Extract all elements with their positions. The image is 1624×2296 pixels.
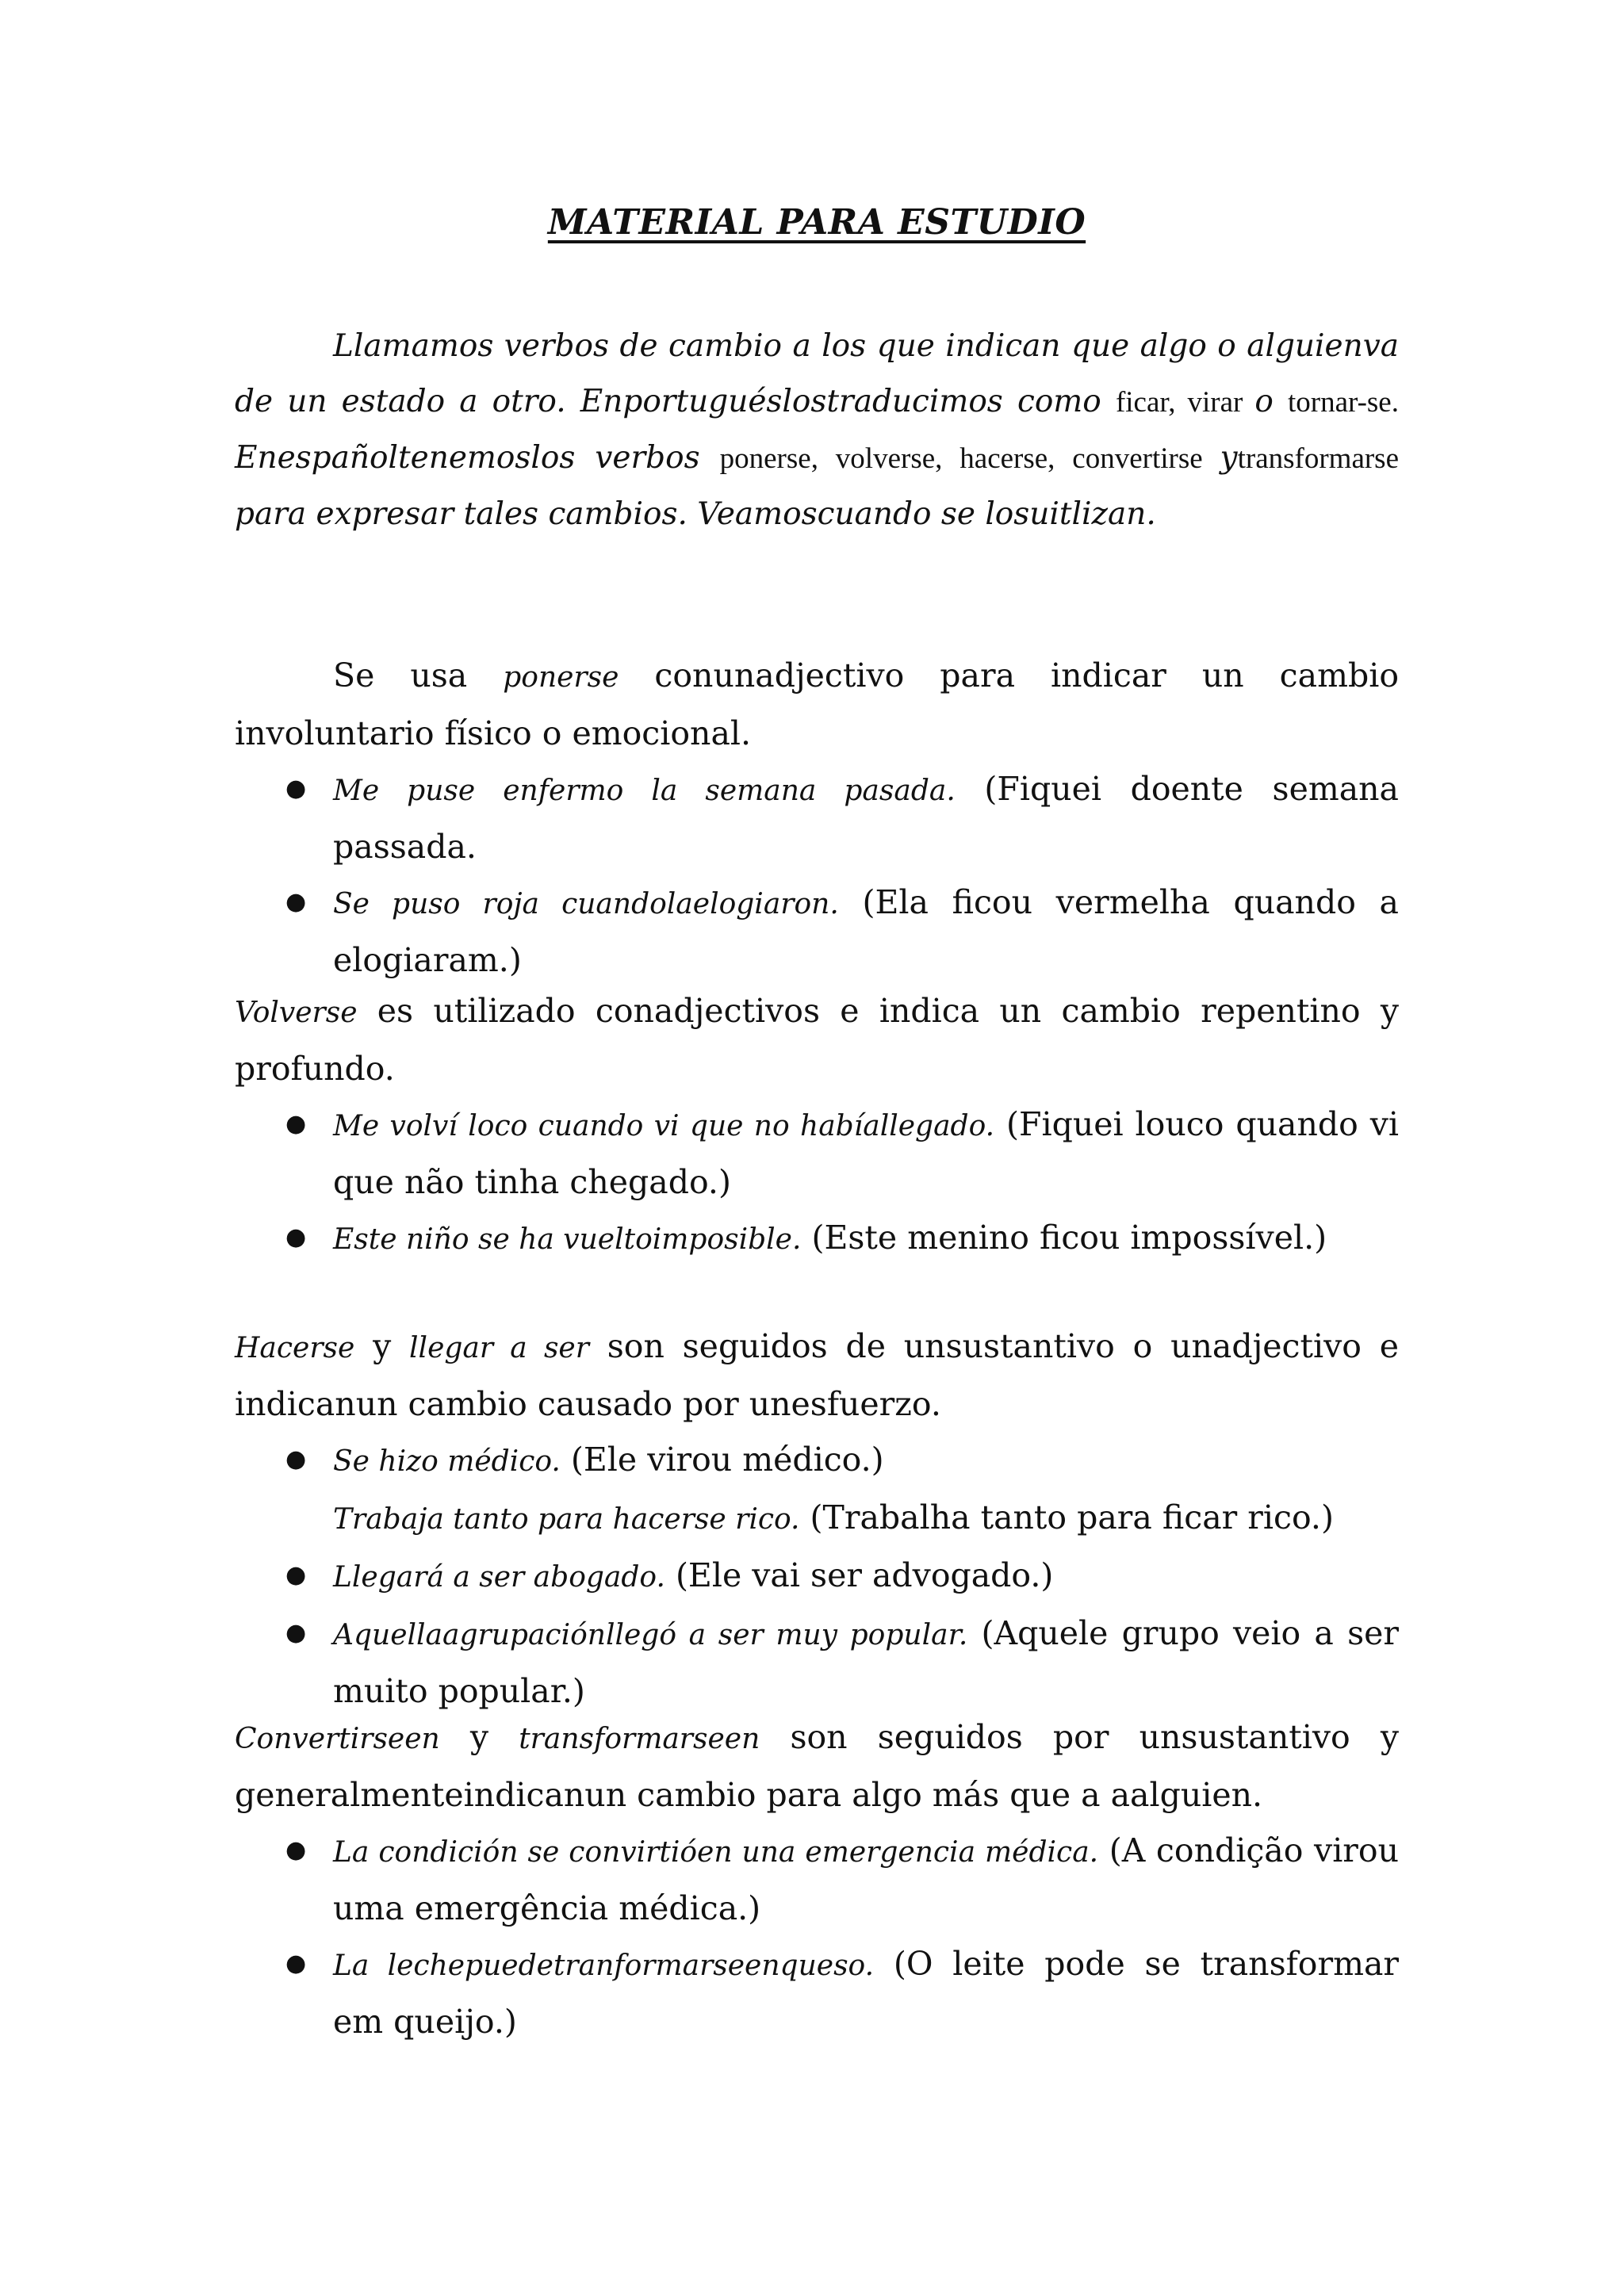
examples-ponerse: [235, 761, 1399, 988]
list-item: ● La lechepuedetranformarseenqueso. (O leite pode se transformar em queijo.): [235, 1936, 1399, 2049]
section-volverse: [235, 983, 1399, 1268]
intro-roman-2: tornar-se.: [1287, 386, 1399, 419]
intro-text-5: para expresar tales cambios. Veamoscuando se losuitlizan.: [235, 496, 1156, 532]
intro-text-4: y: [1220, 440, 1238, 476]
examples-volverse: [235, 1096, 1399, 1268]
list-item: ● Me puse enfermo la semana pasada. (Fiquei doente semana passada.: [235, 761, 1399, 874]
bullet-icon: ●: [285, 1110, 307, 1138]
list-item: ● Me volví loco cuando vi que no habíallegado. (Fiquei louco quando vi que não tinha chegado.): [235, 1096, 1399, 1210]
section-ponerse-text: Se usa ponerse conunadjectivo para indicar un cambio involuntario físico o emocional.: [235, 656, 1400, 752]
bullet-icon: ●: [285, 1445, 307, 1473]
intro-text-1: Llamamos verbos de cambio a los que indican que algo o alguienva de un estado a otro. Enportuguéslostraducimos como: [235, 328, 1399, 419]
list-item: ● Llegará a ser abogado. (Ele vai ser advogado.): [235, 1548, 1399, 1605]
intro-roman-4: transformarse: [1237, 442, 1400, 475]
section-convertirse-text: Convertirseen y transformarseen son seguidos por unsustantivo y generalmenteindicanun cambio para algo más que a aalguien.: [235, 1718, 1399, 1814]
list-item: ● Se puso roja cuandolaelogiaron. (Ela ficou vermelha quando a elogiaram.): [235, 874, 1399, 988]
bullet-icon: ●: [285, 775, 307, 802]
examples-hacerse: [235, 1432, 1399, 1719]
examples-convertirse: [235, 1823, 1399, 2049]
bullet-icon: ●: [285, 1836, 307, 1864]
section-ponerse: [235, 648, 1399, 988]
section-hacerse-text: Hacerse y llegar a ser son seguidos de unsustantivo o unadjectivo e indicanun cambio causado por unesfuerzo.: [235, 1327, 1399, 1423]
bullet-icon: ●: [285, 1619, 307, 1647]
intro-paragraph: [235, 319, 1399, 542]
list-item: ● La condición se convirtióen una emergencia médica. (A condição virou uma emergência médica.): [235, 1823, 1399, 1936]
bullet-icon: ●: [285, 888, 307, 916]
intro-text-3: Enespañoltenemoslos verbos: [235, 440, 720, 476]
list-item: ● Se hizo médico. (Ele virou médico.): [235, 1432, 1399, 1490]
intro-roman-1: ficar, virar: [1115, 386, 1255, 419]
intro-roman-3: ponerse, volverse, hacerse, convertirse: [719, 442, 1220, 475]
section-hacerse: [235, 1318, 1399, 1719]
section-convertirse: [235, 1709, 1399, 2049]
list-item: ● Este niño se ha vueltoimposible. (Este menino ficou impossível.): [235, 1210, 1399, 1268]
list-item: Trabaja tanto para hacerse rico. (Trabalha tanto para ficar rico.): [333, 1498, 1334, 1536]
section-volverse-text: Volverse es utilizado conadjectivos e indica un cambio repentino y profundo.: [235, 992, 1399, 1088]
page-title: MATERIAL PARA ESTUDIO: [547, 202, 1086, 243]
bullet-icon: ●: [285, 1223, 307, 1251]
bullet-icon: ●: [285, 1950, 307, 1977]
bullet-icon: ●: [285, 1561, 307, 1589]
intro-text-2: o: [1254, 384, 1288, 419]
list-item: ● Aquellaagrupaciónllegó a ser muy popular. (Aquele grupo veio a ser muito popular.): [235, 1605, 1399, 1719]
